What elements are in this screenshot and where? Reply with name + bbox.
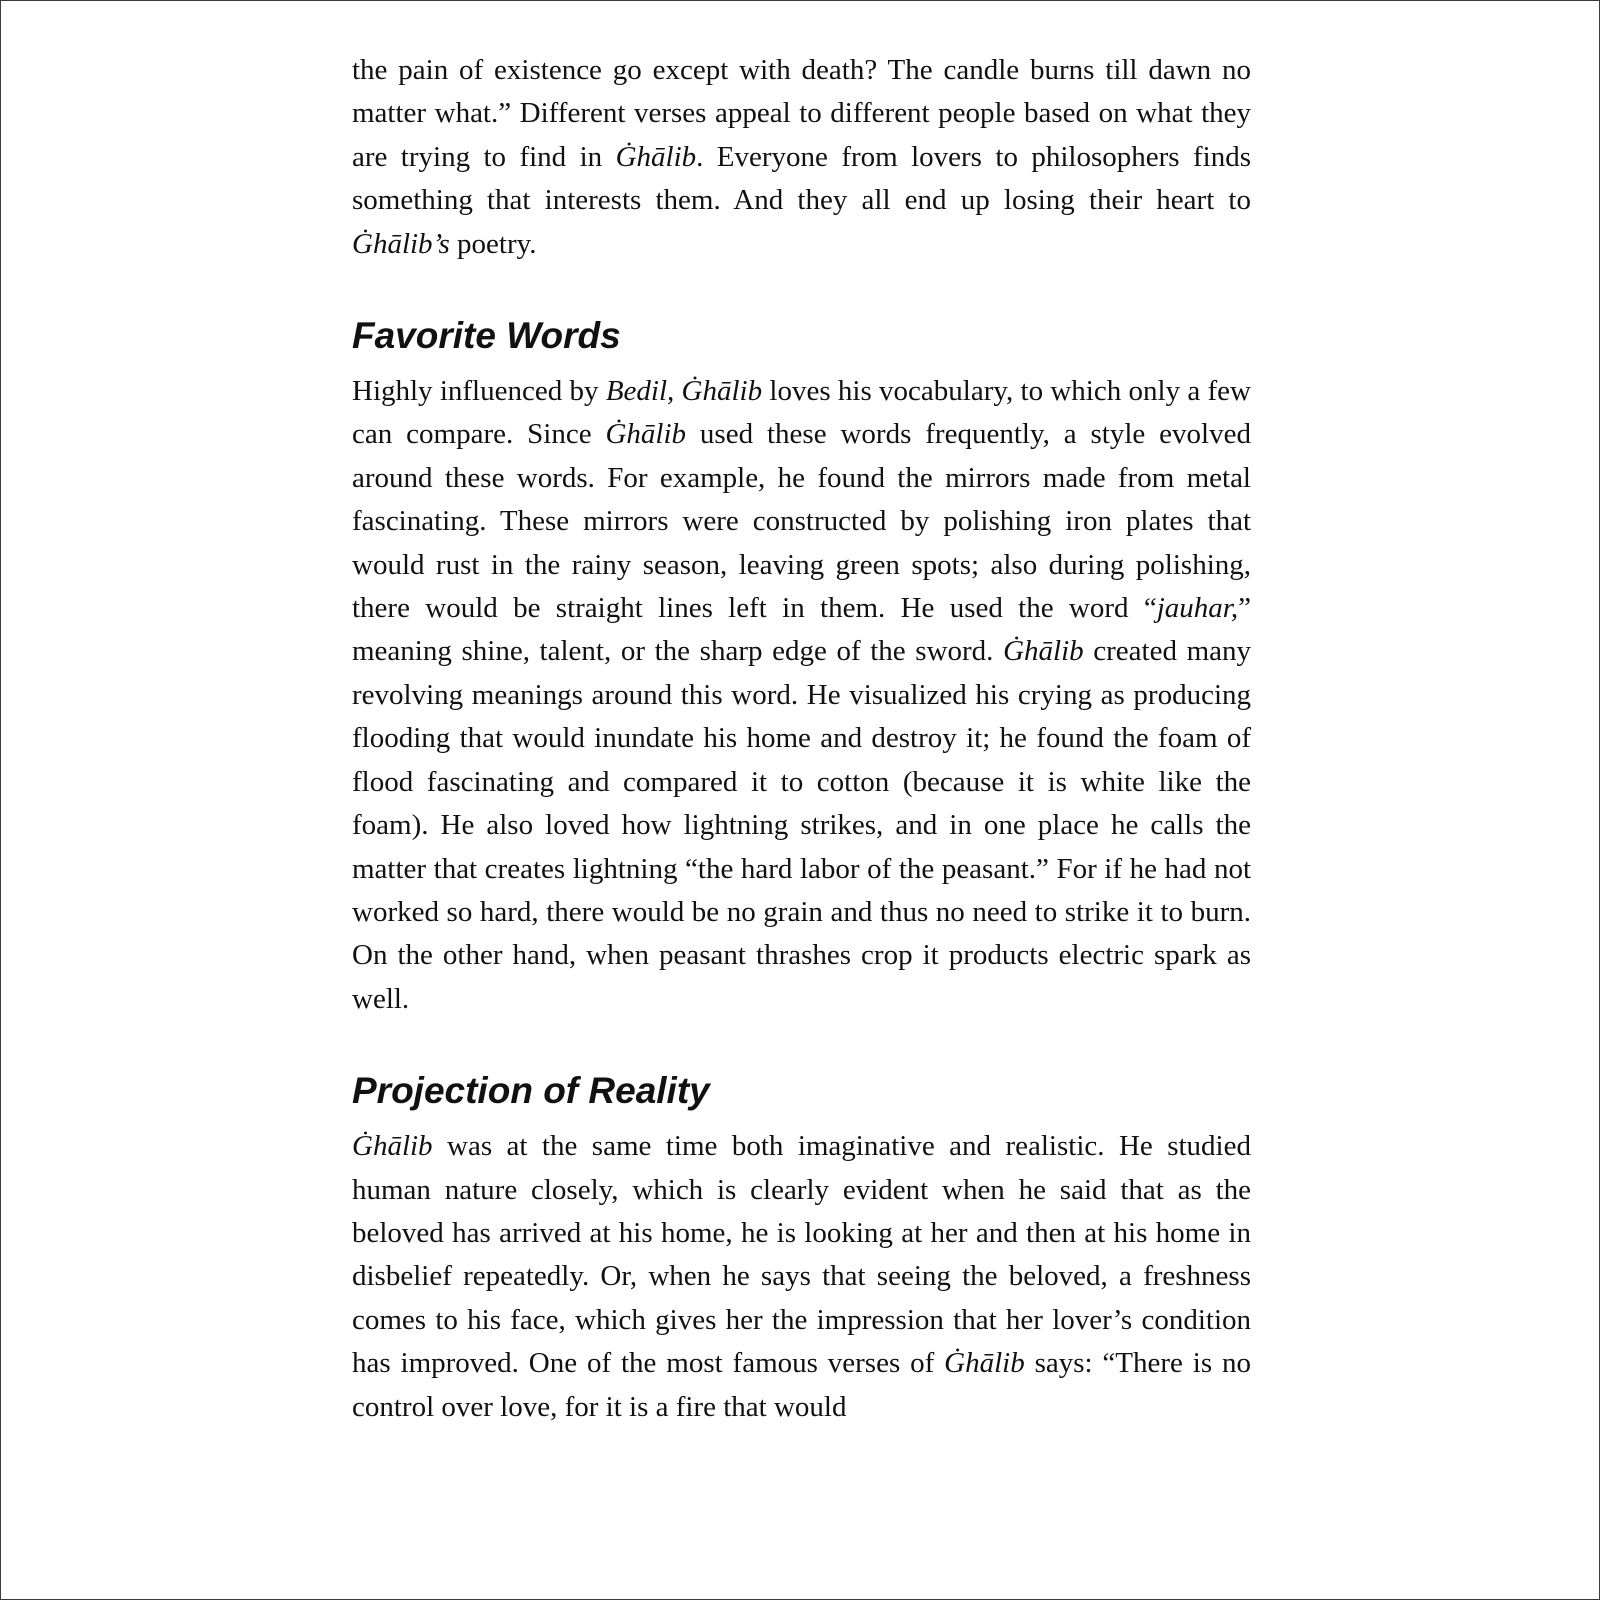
text-run-italic: Ġhālib xyxy=(605,418,687,451)
text-column xyxy=(352,49,1251,1429)
text-run: . Everyone from lovers to philosophers finds something that interests them. And they all end up losing their heart to xyxy=(352,140,1251,217)
text-run: used these words frequently, a style evolved around these words. For example, he found the mirrors made from metal fascinating. These mirrors were constructed by polishing iron plates that would rust in the rainy season, leaving green spots; also during polishing, there would be straight lines left in them. He used the word “ xyxy=(352,418,1251,625)
projection-of-reality-paragraph xyxy=(352,1125,1251,1429)
text-run-italic: Ġhālib xyxy=(1003,635,1084,668)
text-run: the pain of existence go except with death? The candle burns till dawn no matter what.” Different verses appeal to different people based on what they are trying to find in xyxy=(352,54,1251,173)
favorite-words-paragraph xyxy=(352,370,1251,1021)
intro-paragraph xyxy=(352,49,1251,266)
text-run: loves his vocabulary, to which only a few can compare. Since xyxy=(352,375,1251,451)
section-heading-favorite-words: Favorite Words xyxy=(352,315,621,357)
text-run: poetry. xyxy=(449,227,537,260)
text-run-italic: Bedil, Ġhālib xyxy=(605,375,763,408)
text-run-italic: Ġhālib xyxy=(615,140,697,173)
text-run-italic: Ġhālib’s xyxy=(352,227,450,260)
text-run: Highly influenced by xyxy=(352,375,606,408)
text-run: was at the same time both imaginative and realistic. He studied human nature closely, which is clearly evident when he said that as the beloved has arrived at his home, he is looking at her and then at his home in disbelief repeatedly. Or, when he says that seeing the beloved, a freshness comes to his face, which gives her the impression that her lover’s condition has improved. One of the most famous verses of xyxy=(352,1130,1251,1380)
text-run: says: “There is no control over love, for it is a fire that would xyxy=(352,1347,1251,1423)
text-run: created many revolving meanings around this word. He visualized his crying as producing flooding that would inundate his home and destroy it; he found the foam of flood fascinating and compared it to cotton (because it is white like the foam). He also loved how lightning strikes, and in one place he calls the matter that creates lightning “the hard labor of the peasant.” For if he had not worked so hard, there would be no grain and thus no need to strike it to burn. On the other hand, when peasant thrashes crop it products electric spark as well. xyxy=(352,635,1251,1015)
text-run-italic: jauhar, xyxy=(1156,592,1239,625)
text-run: ” meaning shine, talent, or the sharp edge of the sword. xyxy=(352,592,1251,668)
text-run-italic: Ġhālib xyxy=(352,1130,433,1163)
section-heading-projection-of-reality: Projection of Reality xyxy=(352,1070,710,1112)
text-run-italic: Ġhālib xyxy=(944,1347,1025,1380)
